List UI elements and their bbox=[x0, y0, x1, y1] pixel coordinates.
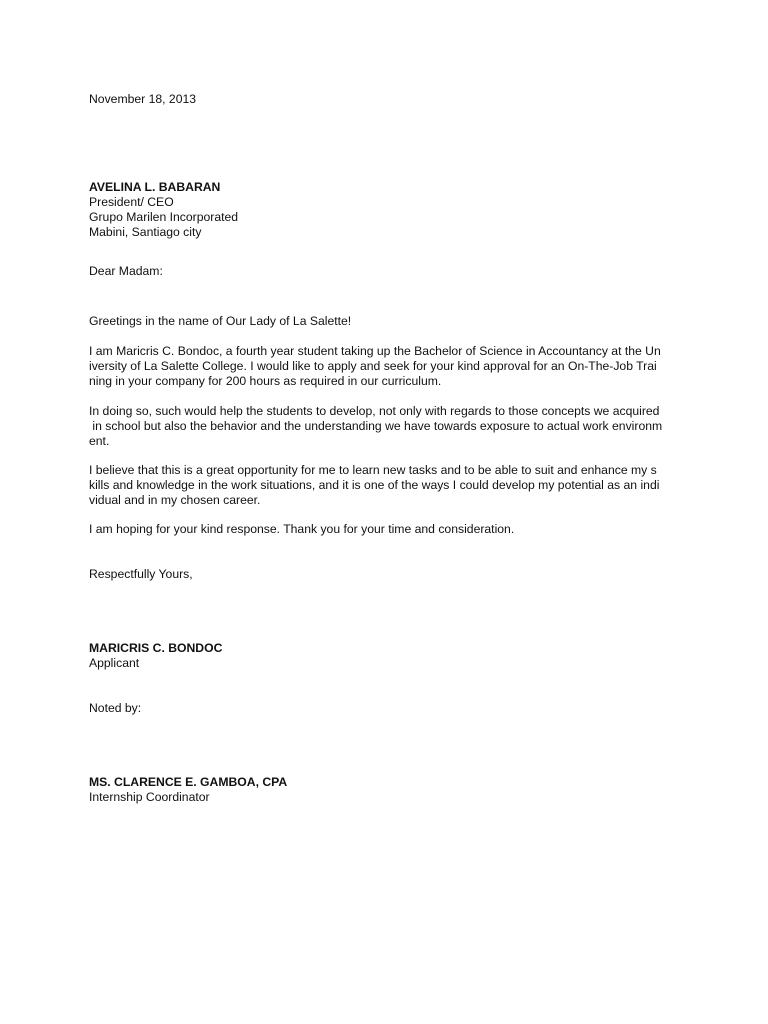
recipient-title: President/ CEO bbox=[89, 195, 174, 209]
closing-line: Respectfully Yours, bbox=[89, 567, 193, 581]
salutation: Dear Madam: bbox=[89, 264, 163, 278]
noter-role: Internship Coordinator bbox=[89, 790, 210, 804]
greeting-line: Greetings in the name of Our Lady of La Salette! bbox=[89, 314, 352, 328]
letter-date: November 18, 2013 bbox=[89, 92, 197, 106]
paragraph-1-line-1: I am Maricris C. Bondoc, a fourth year student taking up the Bachelor of Science in Accountancy at the Un bbox=[89, 344, 661, 358]
noter-name: MS. CLARENCE E. GAMBOA, CPA bbox=[89, 775, 288, 789]
closing-paragraph: I am hoping for your kind response. Thank you for your time and consideration. bbox=[89, 522, 515, 536]
signatory-role: Applicant bbox=[89, 656, 140, 670]
recipient-address: Mabini, Santiago city bbox=[89, 225, 202, 239]
paragraph-2-line-2: in school but also the behavior and the understanding we have towards exposure to actual work environm bbox=[89, 419, 663, 433]
paragraph-1-line-2: iversity of La Salette College. I would like to apply and seek for your kind approval for an On-The-Job Trai bbox=[89, 359, 657, 373]
paragraph-2-line-3: ent. bbox=[89, 434, 110, 448]
paragraph-3-line-1: I believe that this is a great opportunity for me to learn new tasks and to be able to suit and enhance my s bbox=[89, 463, 657, 477]
paragraph-3-line-3: vidual and in my chosen career. bbox=[89, 493, 261, 507]
paragraph-1-line-3: ning in your company for 200 hours as required in our curriculum. bbox=[89, 374, 442, 388]
paragraph-2-line-1: In doing so, such would help the students to develop, not only with regards to those concepts we acquired bbox=[89, 404, 660, 418]
recipient-name: AVELINA L. BABARAN bbox=[89, 180, 221, 194]
signatory-name: MARICRIS C. BONDOC bbox=[89, 641, 223, 655]
noted-by-label: Noted by: bbox=[89, 701, 142, 715]
recipient-company: Grupo Marilen Incorporated bbox=[89, 210, 239, 224]
paragraph-3-line-2: kills and knowledge in the work situations, and it is one of the ways I could develop my potential as an indi bbox=[89, 478, 660, 492]
